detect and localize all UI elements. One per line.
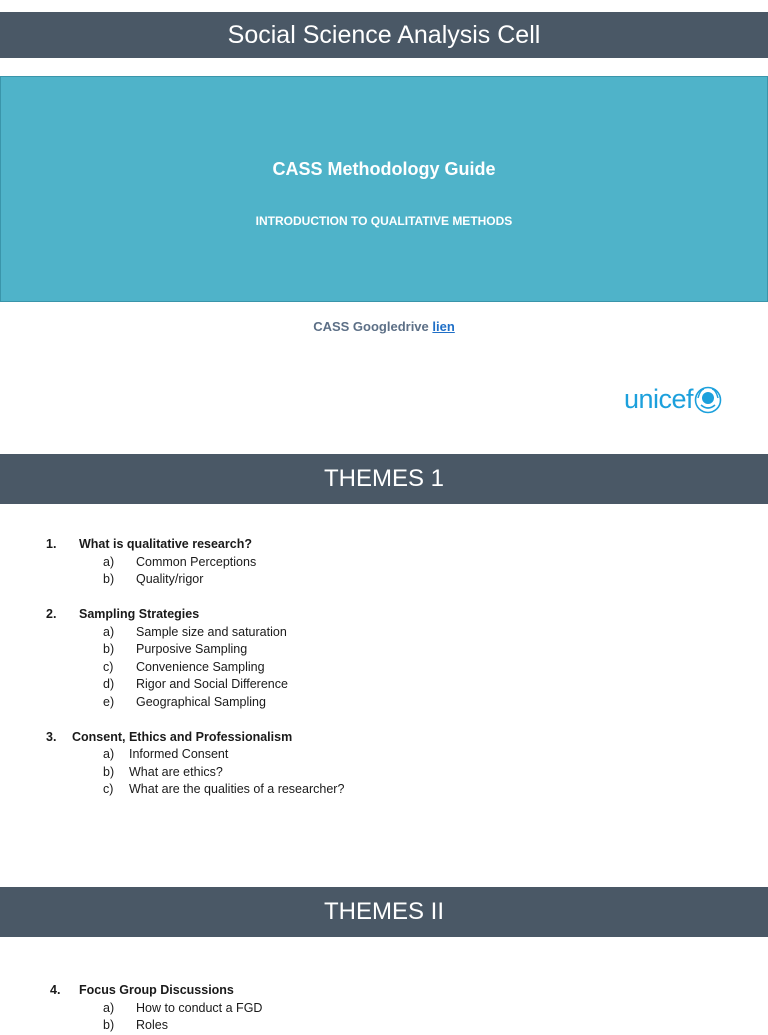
sub-text: Convenience Sampling (136, 659, 265, 674)
drive-link[interactable]: lien (432, 319, 455, 334)
sub-letter: c) (103, 782, 114, 796)
sub-letter: b) (103, 764, 115, 779)
title-panel (0, 76, 768, 302)
themes1-bar (0, 454, 768, 504)
themes2-list (50, 982, 262, 1035)
sub-item (46, 659, 344, 677)
header-bar (0, 12, 768, 58)
item-number: 3. (46, 729, 57, 744)
sub-letter: d) (103, 677, 115, 691)
unicef-wordmark: unicef (624, 384, 694, 414)
unicef-emblem-icon (694, 386, 722, 414)
sub-item (46, 694, 344, 712)
sub-letter: b) (103, 642, 115, 656)
sub-letter: a) (103, 554, 115, 569)
sub-item (46, 781, 344, 799)
sub-item (46, 764, 344, 782)
item-number: 4. (50, 983, 61, 997)
sub-text: Common Perceptions (136, 554, 257, 569)
sub-item (46, 676, 344, 694)
item-title: Consent, Ethics and Professionalism (72, 729, 293, 744)
sub-item (50, 1000, 262, 1018)
list-item (46, 729, 344, 747)
sub-letter: a) (103, 747, 115, 761)
sub-text: Quality/rigor (136, 572, 204, 586)
drive-line (0, 319, 768, 334)
list-item (46, 536, 344, 554)
header-title: Social Science Analysis Cell (227, 20, 541, 49)
sub-letter: a) (103, 1000, 115, 1015)
sub-letter: a) (103, 624, 115, 639)
sub-item (46, 554, 344, 572)
guide-title: CASS Methodology Guide (272, 159, 496, 179)
sub-text: What are the qualities of a researcher? (129, 782, 345, 796)
sub-item (50, 1017, 262, 1035)
themes2-title: THEMES II (323, 898, 444, 925)
sub-text: Geographical Sampling (136, 694, 266, 709)
item-number: 1. (46, 537, 57, 551)
sub-letter: b) (103, 572, 115, 586)
sub-item (46, 624, 344, 642)
sub-text: Sample size and saturation (136, 624, 287, 639)
sub-item (46, 571, 344, 589)
sub-text: Roles (136, 1018, 168, 1032)
sub-text: Informed Consent (129, 747, 229, 761)
sub-letter: c) (103, 659, 114, 674)
guide-subtitle: INTRODUCTION TO QUALITATIVE METHODS (255, 214, 513, 228)
sub-letter: b) (103, 1018, 115, 1032)
list-item (50, 982, 262, 1000)
sub-item (46, 746, 344, 764)
item-title: Sampling Strategies (79, 607, 200, 621)
sub-item (46, 641, 344, 659)
sub-letter: e) (103, 694, 115, 709)
unicef-logo (624, 384, 722, 415)
sub-text: How to conduct a FGD (136, 1000, 263, 1015)
themes1-list (46, 536, 344, 799)
sub-text: Rigor and Social Difference (136, 677, 288, 691)
themes2-bar (0, 887, 768, 937)
item-number: 2. (46, 607, 57, 621)
themes1-title: THEMES 1 (323, 465, 445, 492)
item-title: Focus Group Discussions (79, 983, 234, 997)
list-item (46, 606, 344, 624)
sub-text: What are ethics? (129, 764, 223, 779)
drive-label: CASS Googledrive (313, 319, 429, 334)
item-title: What is qualitative research? (79, 537, 252, 551)
sub-text: Purposive Sampling (136, 642, 248, 656)
